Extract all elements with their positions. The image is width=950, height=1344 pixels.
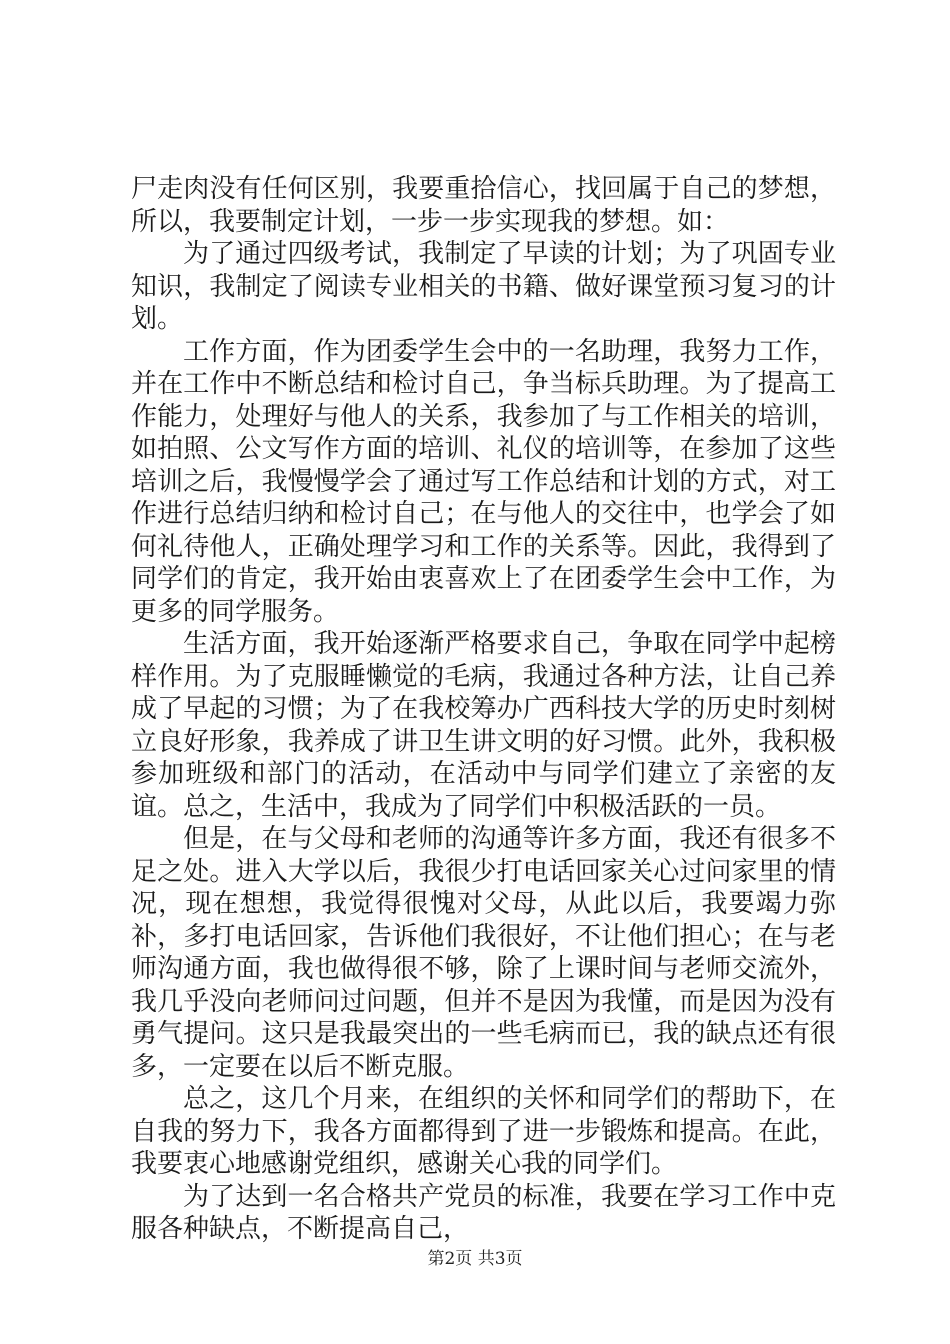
paragraph-shortcomings: 但是，在与父母和老师的沟通等许多方面，我还有很多不足之处。进入大学以后，我很少打电话回家关心过问家里的情况，现在想想，我觉得很愧对父母，从此以后，我要竭力弥补，多打电话回家，告诉他们我很好，不让他们担心；在与老师沟通方面，我也做得很不够，除了上课时间与老师交流外，我几乎没向老师问过问题，但并不是因为我懂，而是因为没有勇气提问。这只是我最突出的一些毛病而已，我的缺点还有很多，一定要在以后不断克服。 (131, 824, 836, 1082)
document-body (131, 173, 836, 1246)
paragraph-study-plan: 为了通过四级考试，我制定了早读的计划；为了巩固专业知识，我制定了阅读专业相关的书籍、做好课堂预习复习的计划。 (131, 239, 836, 334)
paragraph-continuation: 尸走肉没有任何区别，我要重拾信心，找回属于自己的梦想，所以，我要制定计划，一步一步实现我的梦想。如： (131, 174, 836, 237)
page-footer: 第2页 共3页 (427, 1249, 523, 1269)
paragraph-goal: 为了达到一名合格共产党员的标准，我要在学习工作中克服各种缺点，不断提高自己， (131, 1181, 836, 1244)
paragraph-life: 生活方面，我开始逐渐严格要求自己，争取在同学中起榜样作用。为了克服睡懒觉的毛病，我通过各种方法，让自己养成了早起的习惯；为了在我校筹办广西科技大学的历史时刻树立良好形象，我养成了讲卫生讲文明的好习惯。此外，我积极参加班级和部门的活动，在活动中与同学们建立了亲密的友谊。总之，生活中，我成为了同学们中积极活跃的一员。 (131, 629, 836, 822)
paragraph-summary: 总之，这几个月来，在组织的关怀和同学们的帮助下，在自我的努力下，我各方面都得到了进一步锻炼和提高。在此，我要衷心地感谢党组织，感谢关心我的同学们。 (131, 1084, 836, 1179)
paragraph-work: 工作方面，作为团委学生会中的一名助理，我努力工作，并在工作中不断总结和检讨自己，争当标兵助理。为了提高工作能力，处理好与他人的关系，我参加了与工作相关的培训，如拍照、公文写作方面的培训、礼仪的培训等，在参加了这些培训之后，我慢慢学会了通过写工作总结和计划的方式，对工作进行总结归纳和检讨自己；在与他人的交往中，也学会了如何礼待他人，正确处理学习和工作的关系等。因此，我得到了同学们的肯定，我开始由衷喜欢上了在团委学生会中工作，为更多的同学服务。 (131, 336, 836, 627)
